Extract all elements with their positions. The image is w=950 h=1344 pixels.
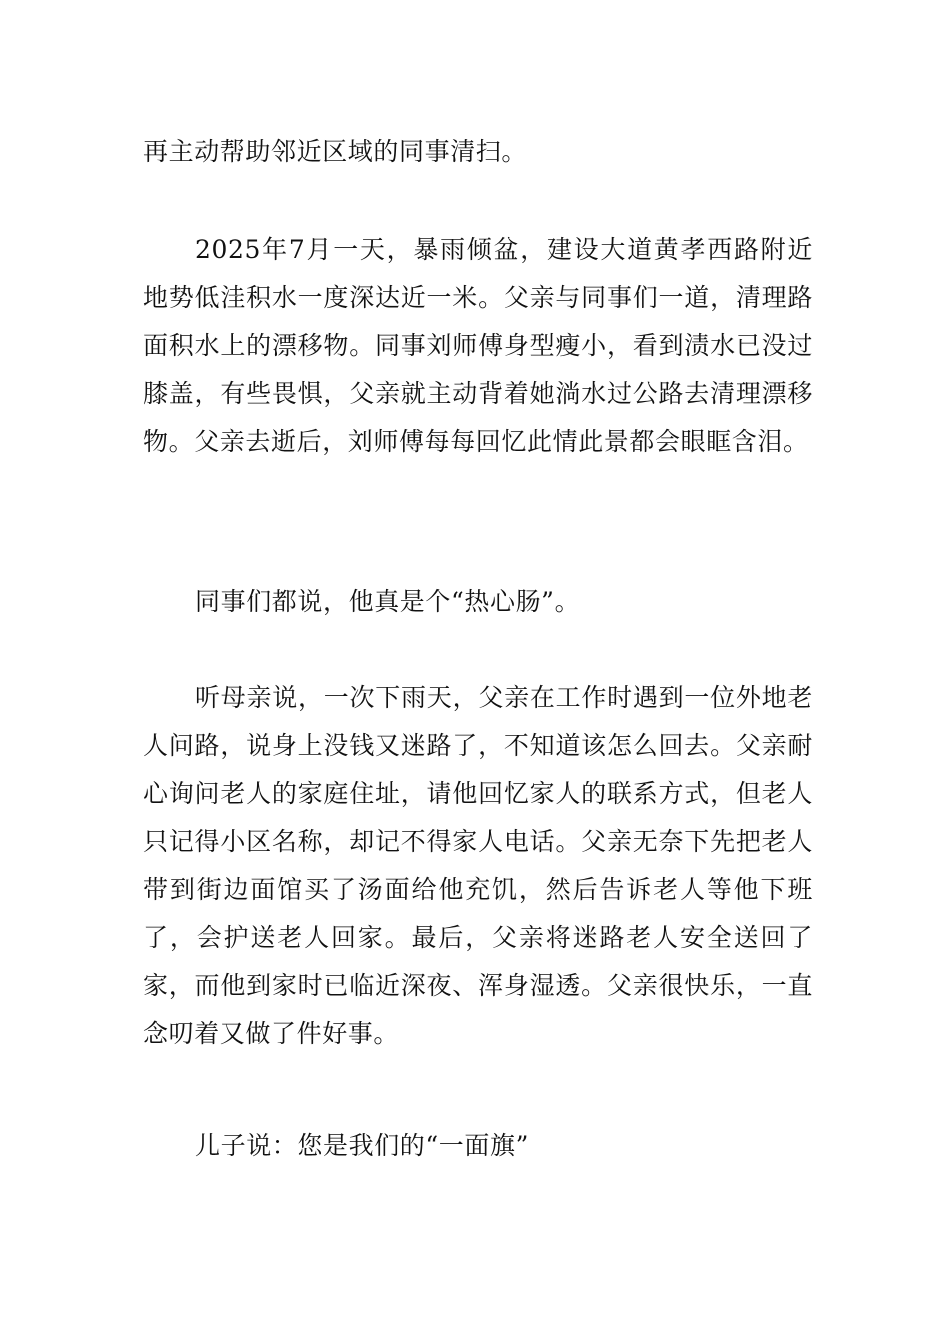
paragraph-continuation: 再主动帮助邻近区域的同事清扫。 [143, 137, 528, 166]
section-heading-son: 儿子说：您是我们的“一面旗” [195, 1131, 529, 1160]
paragraph-rainstorm: 2025年7月一天，暴雨倾盆，建设大道黄孝西路附近地势低洼积水一度深达近一米。父亲与同事们一道，清理路面积水上的漂移物。同事刘师傅身型瘦小，看到渍水已没过膝盖，有些畏惧，父亲就主动背着她淌水过公路去清理漂移物。父亲去逝后，刘师傅每每回忆此情此景都会眼眶含泪。 [143, 235, 813, 456]
paragraph-warm-heart: 同事们都说，他真是个“热心肠”。 [195, 587, 581, 616]
paragraph-lost-elder: 听母亲说，一次下雨天，父亲在工作时遇到一位外地老人问路，说身上没钱又迷路了，不知道该怎么回去。父亲耐心询问老人的家庭住址，请他回忆家人的联系方式，但老人只记得小区名称，却记不得家人电话。父亲无奈下先把老人带到街边面馆买了汤面给他充饥，然后告诉老人等他下班了，会护送老人回家。最后，父亲将迷路老人安全送回了家，而他到家时已临近深夜、浑身湿透。父亲很快乐，一直念叨着又做了件好事。 [143, 683, 813, 1048]
